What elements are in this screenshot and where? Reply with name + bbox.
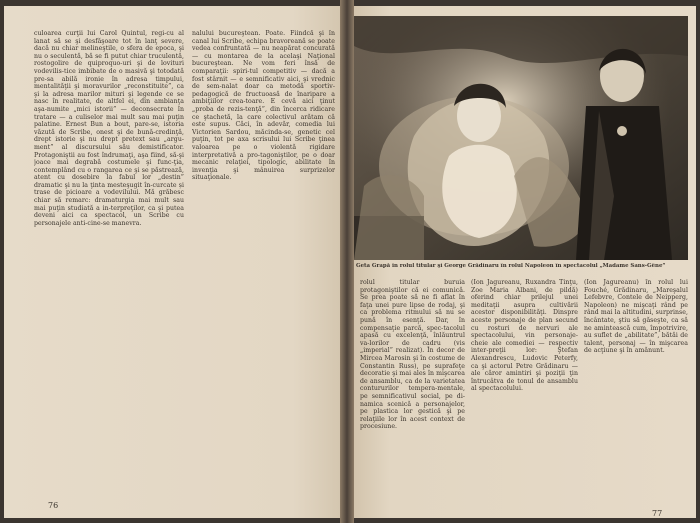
left-col2-text: nalului bucureştean. Poate. Fiindcă şi în canal lui Scribe, echipa bravoreană se poate vedea confruntată — nu neapărat concurată — cu montarea de la acelaşi Naţional bucureştean. Ne vom feri însă de comparaţii: spiri-tul competitiv — dacă a fost stârnit — e semnificativ aici, şi vrednic de sem-nalat doar ca metodă sportiv-pedagogică de fructuoasă de înaripare a ambiţiilor crea-toare. E cevă aici ţinut „proba de rezis-tenţă”, din încerca ridicare ce ştachetă, la care colectivul arătam că este supus. Căci, în adevăr, comedia lui Victorien Sardou, măcinda-se, genetic cel puţin, tot pe axa scrisului lui Scribe ţinea valoarea pe o violentă rigidare interpretativă a pro-tagoniştilor, pe o doar mecanic relaţiei, tipologic, abilitate în invenţia şi mânuirea surprizelor situaţionale. xyxy=(192,30,335,182)
left-page xyxy=(4,6,344,518)
left-page-column-2 xyxy=(192,30,335,492)
right-page-column-1 xyxy=(360,279,465,501)
book-gutter xyxy=(340,0,354,523)
right-page-column-2 xyxy=(471,279,578,501)
right-page-number: 77 xyxy=(652,509,663,518)
right-col1-text: rolul titular buruia protagoniştilor că ei comunică. Se prea poate să ne fi aflat în faţa unei pure lipse de rodaj, şi ca problema ritmului să nu se pună în esenţă. Dar, în compensaţie parcă, spec-tacolul apasă cu excelenţă, înlăuntrul va-lorilor de cadru (vis „imperial” realizat). În decor de Mircea Marosin şi în costume de Constantin Russ), pe suprafeţe decoratie şi mai ales în mişcarea de ansamblu, ca de la varietatea contururilor tempera-mentale, pe semnificativul social, pe di-namica scenică a personajelor, pe plastica lor gestică şi pe relaţiile lor în acest context de procesiune. xyxy=(360,279,465,431)
left-page-column-1 xyxy=(34,30,184,492)
left-col1-text: culoarea curţii lui Carol Quintul, regi-cu al lanat să se şi desfăşoare tot în lanţ severe, dacă nu chiar melineştile, o sfera de epoca, şi nu o seculentă, bă se fi putut chiar truculentă, rostogolire de quiproquo-uri şi de lovituri vodevilis-tice imbibate de o masivă şi totodată pre-sa abilă ironie în adresa timpului, mentalităţii şi moravurilor „reconstituite”, ca şi la adresa marilor mituri şi legende ce se nasc în realitate, de altfel ei, din ambianţa aşa-numite „mici istorii” — deconsecrate în tratare — a culiselor mai mult sau mai puţin palatine. Ernest Bun a bout, pare-se, istoria văzută de Scribe, onest şi de bună-credinţă, drept istorie şi nu drept pretext sau „argu-ment” al discursului său demistificator. Protagoniştii au fost îndrumaţi, aşa fiind, să-şi joace mai degrabă costumele şi func-ţia, contemplând cu o rangarea ce şi se păstrează, atent cu dosebire la fabul lor „destin” dramatic şi nu la ţinta mesteşugit în-curcate și trase de picioare a vodevilului. Mă grăbesc chiar să remarc: dramaturgia mai mult sau mai puţin studiată a in-terpreţilor, ca şi putea deveni aici ca spectacol, un Scribe cu personajele anti-cine-se manevra. xyxy=(34,30,184,227)
right-page-column-3 xyxy=(584,279,688,501)
photo-caption: Geta Grapă în rolul titular şi George Grădinaru în rolul Napoleon în spectacolul „Madame Sans-Gêne” xyxy=(356,263,666,269)
left-page-number: 76 xyxy=(48,501,59,510)
right-page xyxy=(348,6,696,518)
right-col2-text: (Ion Jagureanu, Ruxandra Tinţu, Zoe Maria Albani, de pildă) oferind chiar prilejul unei meditaţii asupra cultivării acestor disponibilităţi. Dinspre aceste personaje de plan secund cu rosturi de nervuri ale spectacolului, vin personaje-cheie ale comediei — respectiv inter-preţii lor: Ştefan Alexandrescu, Ludovic Peterfy, ca şi actorul Petre Grădinaru — ale căror amintiri şi poziţii ţin întrucâtva de tonul de ansamblu al spectacolului. xyxy=(471,279,578,393)
stage-photo xyxy=(354,16,688,260)
right-col3-text: (Ion Jagureanu) în rolul lui Fouché, Grădinaru, „Mareşalul Lefebvre, Contele de Neipperg, Napoleon) ne mişcaţi rând pe rând mai la altitudini, surprinse, încântate, ştiu să găseşte, ca să ne amintească cum, împotrivire, au suflet de „abilitate”, bătăi de talent, personaj — în mişcarea de acţiune şi în amănunt. xyxy=(584,279,688,355)
